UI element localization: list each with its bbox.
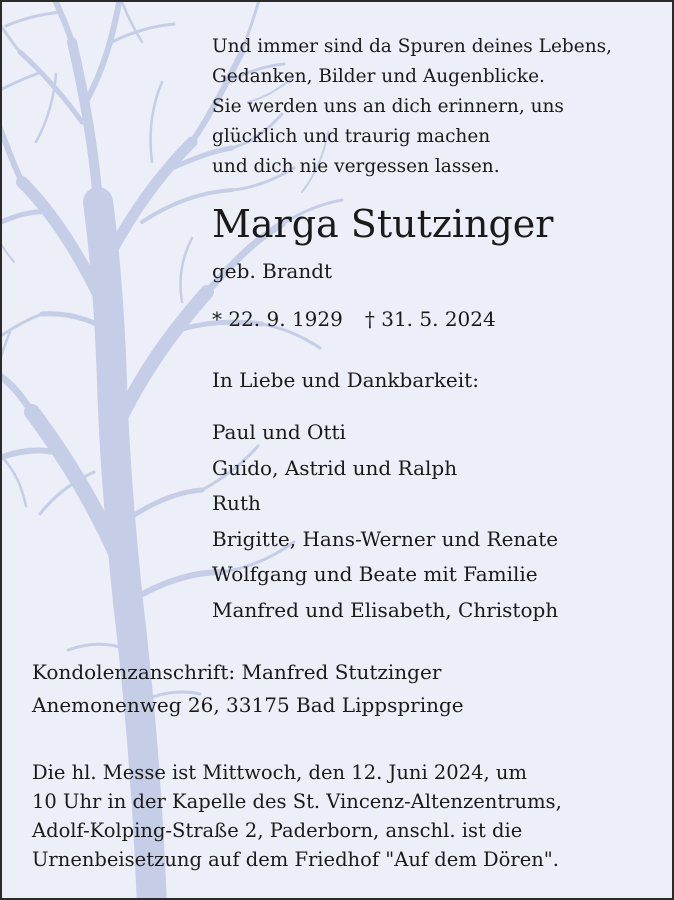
service-line: 10 Uhr in der Kapelle des St. Vincenz-Altenzentrums, <box>32 790 562 813</box>
memorial-poem <box>212 32 612 182</box>
service-line: Die hl. Messe ist Mittwoch, den 12. Juni 2024, um <box>32 761 527 784</box>
birth-date: * 22. 9. 1929 <box>212 307 343 331</box>
service-line: Adolf-Kolping-Straße 2, Paderborn, anschl. ist die <box>32 819 523 842</box>
poem-line: Gedanken, Bilder und Augenblicke. <box>212 66 545 87</box>
condolence-line: Kondolenzanschrift: Manfred Stutzinger <box>32 660 442 684</box>
mourner-entry: Brigitte, Hans-Werner und Renate <box>212 526 559 551</box>
life-dates <box>212 304 496 334</box>
mourner-entry: Guido, Astrid und Ralph <box>212 455 458 480</box>
death-date: † 31. 5. 2024 <box>364 307 496 331</box>
condolence-line: Anemonenweg 26, 33175 Bad Lippspringe <box>32 693 464 717</box>
mourner-entry: Wolfgang und Beate mit Familie <box>212 562 538 586</box>
deceased-name: Marga Stutzinger <box>212 202 554 246</box>
funeral-service-info <box>32 758 562 874</box>
mourners-list <box>212 415 558 628</box>
mourner-entry: Paul und Otti <box>212 420 346 444</box>
service-line: Urnenbeisetzung auf dem Friedhof "Auf dem Dören". <box>32 848 559 871</box>
mourner-entry: Ruth <box>212 491 261 515</box>
mourner-entry: Manfred und Elisabeth, Christoph <box>212 597 559 622</box>
poem-line: Und immer sind da Spuren deines Lebens, <box>212 36 612 57</box>
poem-line: glücklich und traurig machen <box>212 126 491 147</box>
poem-line: Sie werden uns an dich erinnern, uns <box>212 96 564 117</box>
poem-line: und dich nie vergessen lassen. <box>212 156 500 177</box>
dedication-line: In Liebe und Dankbarkeit: <box>212 368 479 392</box>
birth-name: geb. Brandt <box>212 259 333 283</box>
condolence-address <box>32 656 464 722</box>
